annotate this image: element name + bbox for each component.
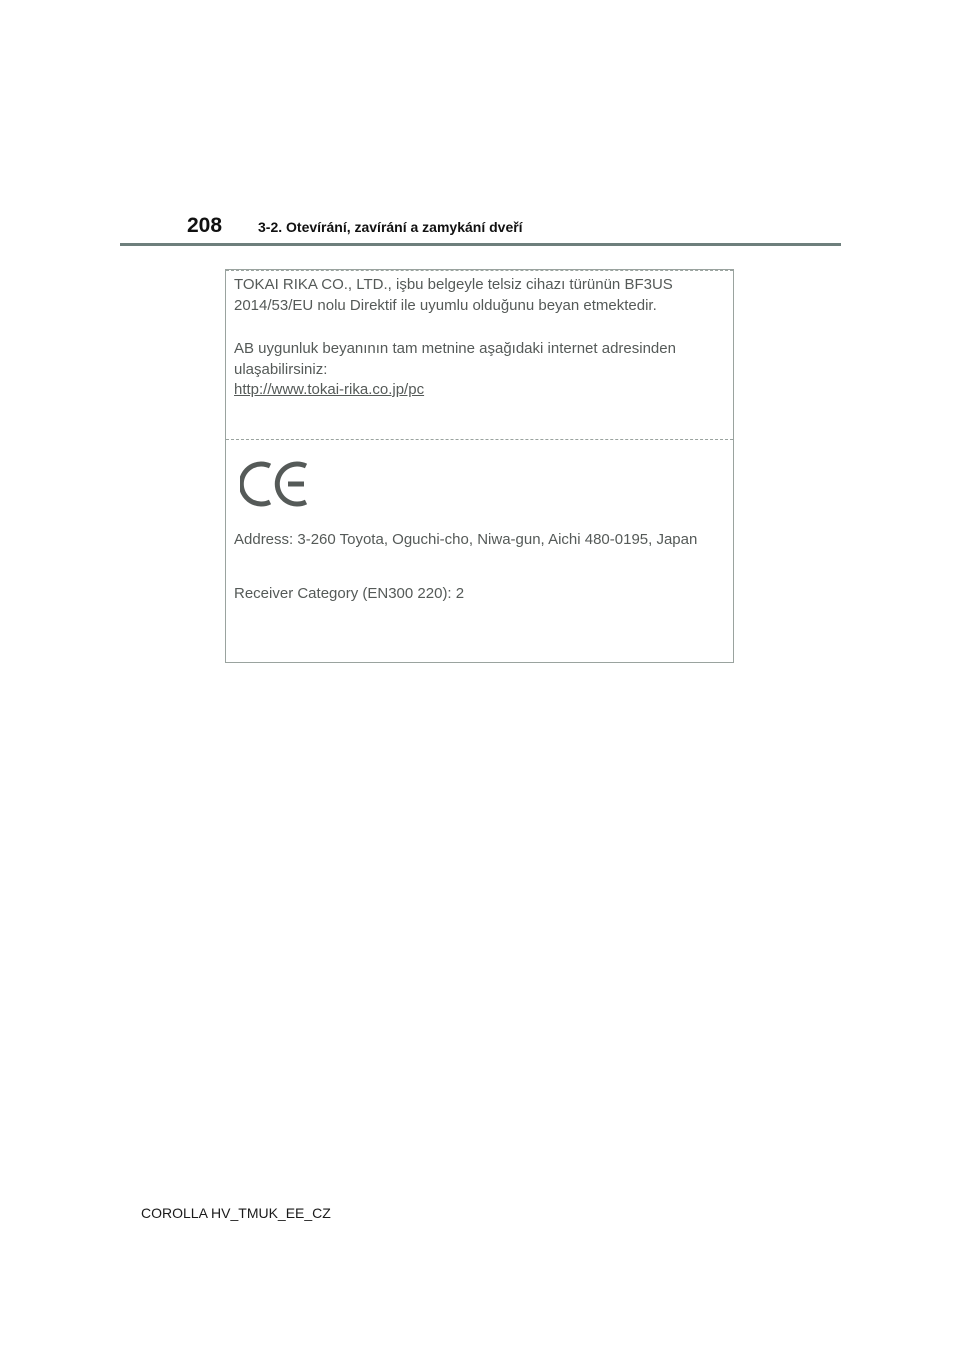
declaration-line-1: TOKAI RIKA CO., LTD., işbu belgeyle telsiz cihazı türünün BF3US bbox=[234, 276, 673, 293]
declaration-line-2: 2014/53/EU nolu Direktif ile uyumlu olduğunu beyan etmektedir. bbox=[234, 297, 657, 314]
section-title: 3-2. Otevírání, zavírání a zamykání dveří bbox=[258, 219, 523, 235]
label-divider bbox=[226, 439, 733, 440]
manufacturer-address: Address: 3-260 Toyota, Oguchi-cho, Niwa-gun, Aichi 480-0195, Japan bbox=[234, 531, 698, 548]
page-number: 208 bbox=[187, 214, 223, 237]
access-line-1: AB uygunluk beyanının tam metnine aşağıdaki internet adresinden bbox=[234, 340, 676, 357]
receiver-category: Receiver Category (EN300 220): 2 bbox=[234, 585, 465, 602]
document-code: COROLLA HV_TMUK_EE_CZ bbox=[141, 1205, 331, 1221]
label-top-edge bbox=[226, 270, 733, 271]
header-rule bbox=[120, 243, 841, 246]
ce-mark-icon bbox=[240, 458, 312, 510]
declaration-url-link[interactable]: http://www.tokai-rika.co.jp/pc bbox=[234, 381, 425, 398]
access-line-2: ulaşabilirsiniz: bbox=[234, 361, 328, 378]
compliance-label bbox=[225, 269, 734, 663]
